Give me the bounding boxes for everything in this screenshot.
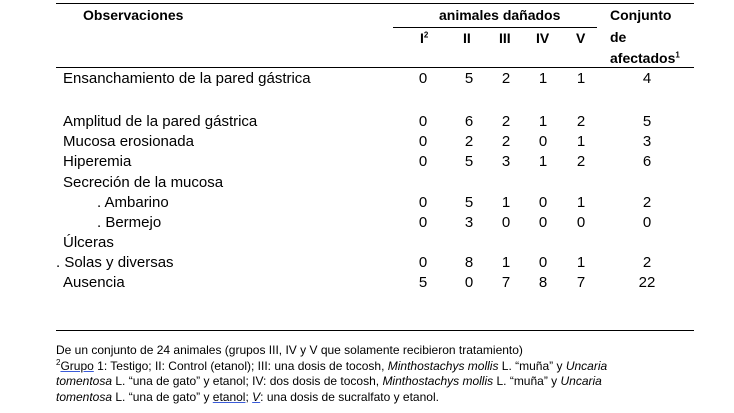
table-bottom-rule bbox=[56, 330, 694, 331]
cell-iv: 8 bbox=[538, 274, 548, 291]
group-i-label: I bbox=[420, 30, 424, 46]
group-i-sup: 2 bbox=[423, 30, 429, 40]
cell-total: 2 bbox=[642, 194, 652, 211]
footnote-sup: 2 bbox=[56, 357, 61, 367]
top-rule bbox=[56, 3, 694, 4]
row-label: . Bermejo bbox=[97, 214, 162, 231]
conjunto-afectados: afectados bbox=[610, 50, 676, 66]
header-bottom-rule bbox=[56, 67, 694, 68]
row-label: Ensanchamiento de la pared gástrica bbox=[63, 70, 311, 87]
cell-iii: 2 bbox=[501, 113, 511, 130]
footnote-grupo: Grupo bbox=[60, 358, 94, 373]
cell-v: 7 bbox=[576, 274, 586, 291]
cell-iv: 1 bbox=[538, 70, 548, 87]
footnote-line4-etanol: etanol bbox=[212, 389, 246, 404]
footnote-line-1: De un conjunto de 24 animales (grupos III, IV y V que solamente recibieron tratamiento) bbox=[56, 343, 523, 357]
conjunto-sup: 1 bbox=[675, 50, 680, 60]
cell-i: 0 bbox=[418, 113, 428, 130]
cell-v: 2 bbox=[576, 153, 586, 170]
cell-v: 1 bbox=[576, 70, 586, 87]
row-label: Ausencia bbox=[63, 274, 125, 291]
cell-i: 0 bbox=[418, 70, 428, 87]
cell-i: 0 bbox=[418, 214, 428, 231]
footnote-line3-uncaria: Uncaria bbox=[560, 374, 602, 388]
cell-iii: 2 bbox=[501, 133, 511, 150]
cell-ii: 3 bbox=[464, 214, 474, 231]
header-conjunto-line2: de bbox=[610, 29, 627, 45]
cell-iv: 0 bbox=[538, 214, 548, 231]
row-label: Mucosa erosionada bbox=[63, 133, 194, 150]
cell-iv: 0 bbox=[538, 194, 548, 211]
row-label: Amplitud de la pared gástrica bbox=[63, 113, 258, 130]
row-label: Úlceras bbox=[63, 234, 114, 251]
footnote-line2-a: 1: Testigo; II: Control (etanol); III: una dosis de tocosh, bbox=[93, 358, 388, 373]
cell-iii: 3 bbox=[501, 153, 511, 170]
footnote-line-4 bbox=[56, 390, 734, 406]
row-label: Secreción de la mucosa bbox=[63, 174, 224, 191]
cell-i: 0 bbox=[418, 194, 428, 211]
row-label: . Solas y diversas bbox=[56, 254, 174, 271]
footnote-line2-b: L. “muña” y bbox=[498, 358, 566, 373]
header-group-v: V bbox=[576, 30, 586, 46]
header-observaciones: Observaciones bbox=[83, 7, 184, 23]
cell-total: 2 bbox=[642, 254, 652, 271]
footnote-line4-b: ; bbox=[245, 389, 253, 404]
cell-v: 2 bbox=[576, 113, 586, 130]
cell-ii: 2 bbox=[464, 133, 474, 150]
row-label: . Ambarino bbox=[97, 194, 169, 211]
cell-total: 22 bbox=[638, 274, 656, 291]
cell-v: 1 bbox=[576, 133, 586, 150]
footnote-line3-tomentosa: tomentosa bbox=[56, 374, 113, 388]
cell-iii: 0 bbox=[501, 214, 511, 231]
cell-v: 0 bbox=[576, 214, 586, 231]
cell-v: 1 bbox=[576, 194, 586, 211]
cell-ii: 5 bbox=[464, 194, 474, 211]
footnote-line-2 bbox=[56, 359, 734, 375]
header-conjunto-line1: Conjunto bbox=[610, 7, 672, 23]
cell-ii: 0 bbox=[464, 274, 474, 291]
header-animales-danados: animales dañados bbox=[439, 7, 561, 23]
footnote-line4-v: V bbox=[252, 389, 261, 404]
cell-total: 0 bbox=[642, 214, 652, 231]
cell-total: 4 bbox=[642, 70, 652, 87]
cell-iv: 0 bbox=[538, 133, 548, 150]
footnote-line4-a: L. “una de gato” y bbox=[112, 389, 213, 404]
animales-underline bbox=[393, 27, 597, 28]
cell-ii: 6 bbox=[464, 113, 474, 130]
cell-ii: 8 bbox=[464, 254, 474, 271]
cell-iv: 1 bbox=[538, 113, 548, 130]
cell-iii: 2 bbox=[501, 70, 511, 87]
footnotes bbox=[56, 343, 734, 405]
cell-iii: 1 bbox=[501, 194, 511, 211]
header-group-iv: IV bbox=[536, 30, 550, 46]
cell-total: 5 bbox=[642, 113, 652, 130]
cell-i: 0 bbox=[418, 133, 428, 150]
footnote-line2-species: Minthostachys mollis bbox=[387, 358, 499, 373]
cell-iii: 1 bbox=[501, 254, 511, 271]
footnote-line4-tomentosa: tomentosa bbox=[56, 389, 113, 404]
header-conjunto-line3 bbox=[610, 50, 680, 66]
footnote-line3-b: L. “muña” y bbox=[493, 374, 561, 388]
cell-iv: 0 bbox=[538, 254, 548, 271]
row-label: Hiperemia bbox=[63, 153, 132, 170]
footnote-line3-a: L. “una de gato” y etanol; IV: dos dosis de tocosh, bbox=[112, 374, 383, 388]
cell-i: 5 bbox=[418, 274, 428, 291]
footnote-line4-c: : una dosis de sucralfato y etanol. bbox=[260, 389, 439, 404]
cell-i: 0 bbox=[418, 254, 428, 271]
footnote-line3-species: Minthostachys mollis bbox=[382, 374, 494, 388]
footnote-line-3 bbox=[56, 374, 734, 390]
cell-iv: 1 bbox=[538, 153, 548, 170]
cell-v: 1 bbox=[576, 254, 586, 271]
header-group-ii: II bbox=[463, 30, 471, 46]
header-group-i bbox=[420, 30, 428, 46]
cell-total: 6 bbox=[642, 153, 652, 170]
footnote-line2-uncaria: Uncaria bbox=[565, 358, 608, 373]
cell-ii: 5 bbox=[464, 153, 474, 170]
cell-ii: 5 bbox=[464, 70, 474, 87]
header-group-iii: III bbox=[499, 30, 511, 46]
cell-iii: 7 bbox=[501, 274, 511, 291]
cell-total: 3 bbox=[642, 133, 652, 150]
cell-i: 0 bbox=[418, 153, 428, 170]
